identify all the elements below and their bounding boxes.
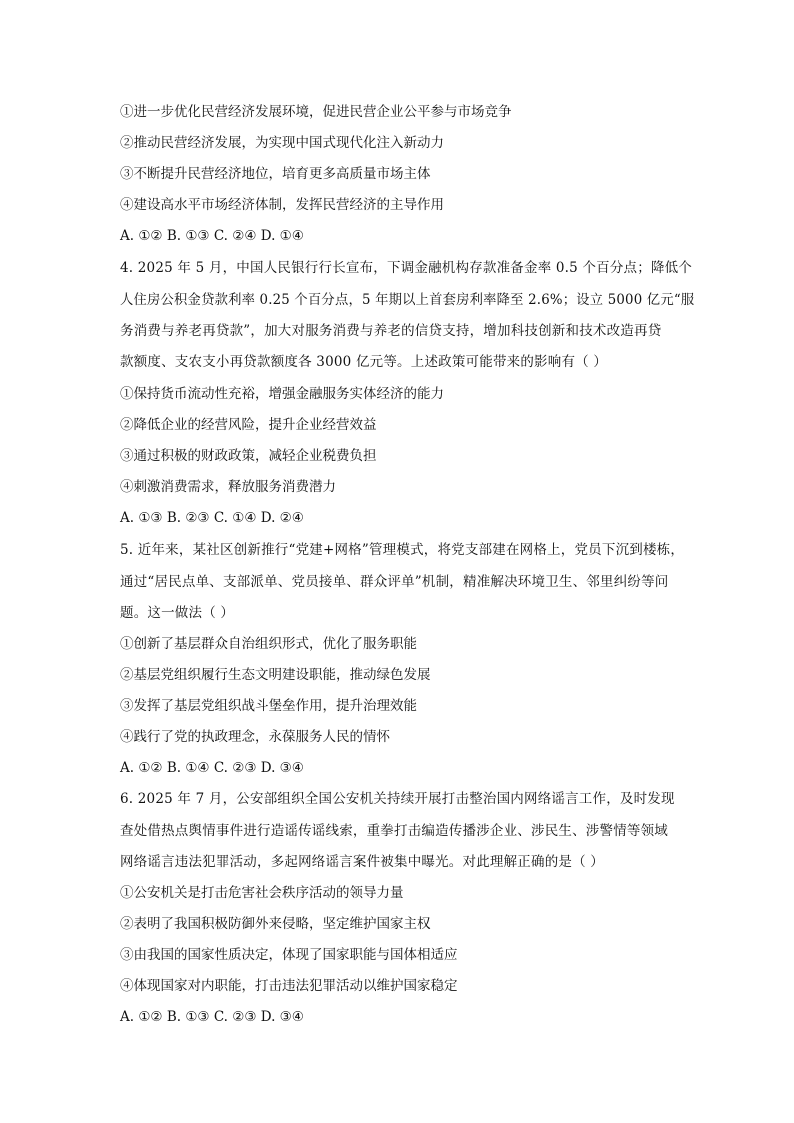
q6-answer-choices: A. ①② B. ①③ C. ②③ D. ③④	[120, 1009, 304, 1025]
q3-option-1: ①进一步优化民营经济发展环境，促进民营企业公平参与市场竞争	[120, 104, 512, 120]
q5-option-2: ②基层党组织履行生态文明建设职能，推动绿色发展	[120, 667, 431, 683]
q3-option-4: ④建设高水平市场经济体制，发挥民营经济的主导作用	[120, 197, 444, 213]
q6-stem-line-2: 查处借热点舆情事件进行造谣传谣线索，重拳打击编造传播涉企业、涉民生、涉警情等领域	[120, 823, 668, 839]
q5-stem-line-2: 通过“居民点单、支部派单、党员接单、群众评单”机制，精准解决环境卫生、邻里纠纷等问	[120, 574, 669, 590]
q5-stem-line-3: 题。这一做法（ ）	[120, 605, 235, 621]
q4-option-3: ③通过积极的财政政策，减轻企业税费负担	[120, 448, 377, 464]
q3-option-3: ③不断提升民营经济地位，培育更多高质量市场主体	[120, 166, 431, 182]
q4-option-4: ④刺激消费需求，释放服务消费潜力	[120, 479, 336, 495]
q6-option-3: ③由我国的国家性质决定，体现了国家职能与国体相适应	[120, 947, 458, 963]
q6-option-2: ②表明了我国积极防御外来侵略，坚定维护国家主权	[120, 916, 431, 932]
q4-stem-line-4: 款额度、支农支小再贷款额度各 3000 亿元等。上述政策可能带来的影响有（ ）	[120, 354, 608, 370]
q5-answer-choices: A. ①② B. ①④ C. ②③ D. ③④	[120, 760, 304, 776]
q3-answer-choices: A. ①② B. ①③ C. ②④ D. ①④	[120, 228, 304, 244]
q4-stem-line-1: 4. 2025 年 5 月，中国人民银行行长宣布，下调金融机构存款准备金率 0.5 个百分点；降低个	[120, 260, 693, 276]
q4-stem-line-2: 人住房公积金贷款利率 0.25 个百分点，5 年期以上首套房利率降至 2.6%；设立 5000 亿元“服	[120, 292, 695, 308]
q6-option-4: ④体现国家对内职能，打击违法犯罪活动以维护国家稳定	[120, 978, 458, 994]
q3-option-2: ②推动民营经济发展，为实现中国式现代化注入新动力	[120, 135, 444, 151]
q6-stem-line-3: 网络谣言违法犯罪活动，多起网络谣言案件被集中曝光。对此理解正确的是（ ）	[120, 854, 604, 870]
q4-answer-choices: A. ①③ B. ②③ C. ①④ D. ②④	[120, 510, 304, 526]
q5-stem-line-1: 5. 近年来，某社区创新推行“党建+网格”管理模式，将党支部建在网格上，党员下沉到楼栋，	[120, 542, 685, 558]
q6-stem-line-1: 6. 2025 年 7 月，公安部组织全国公安机关持续开展打击整治国内网络谣言工作，及时发现	[120, 791, 675, 807]
q6-option-1: ①公安机关是打击危害社会秩序活动的领导力量	[120, 885, 404, 901]
q5-option-1: ①创新了基层群众自治组织形式，优化了服务职能	[120, 636, 417, 652]
q4-stem-line-3: 务消费与养老再贷款”，加大对服务消费与养老的信贷支持，增加科技创新和技术改造再贷	[120, 323, 662, 339]
q4-option-2: ②降低企业的经营风险，提升企业经营效益	[120, 417, 377, 433]
q5-option-3: ③发挥了基层党组织战斗堡垒作用，提升治理效能	[120, 698, 417, 714]
q5-option-4: ④践行了党的执政理念，永葆服务人民的情怀	[120, 729, 390, 745]
q4-option-1: ①保持货币流动性充裕，增强金融服务实体经济的能力	[120, 386, 444, 402]
